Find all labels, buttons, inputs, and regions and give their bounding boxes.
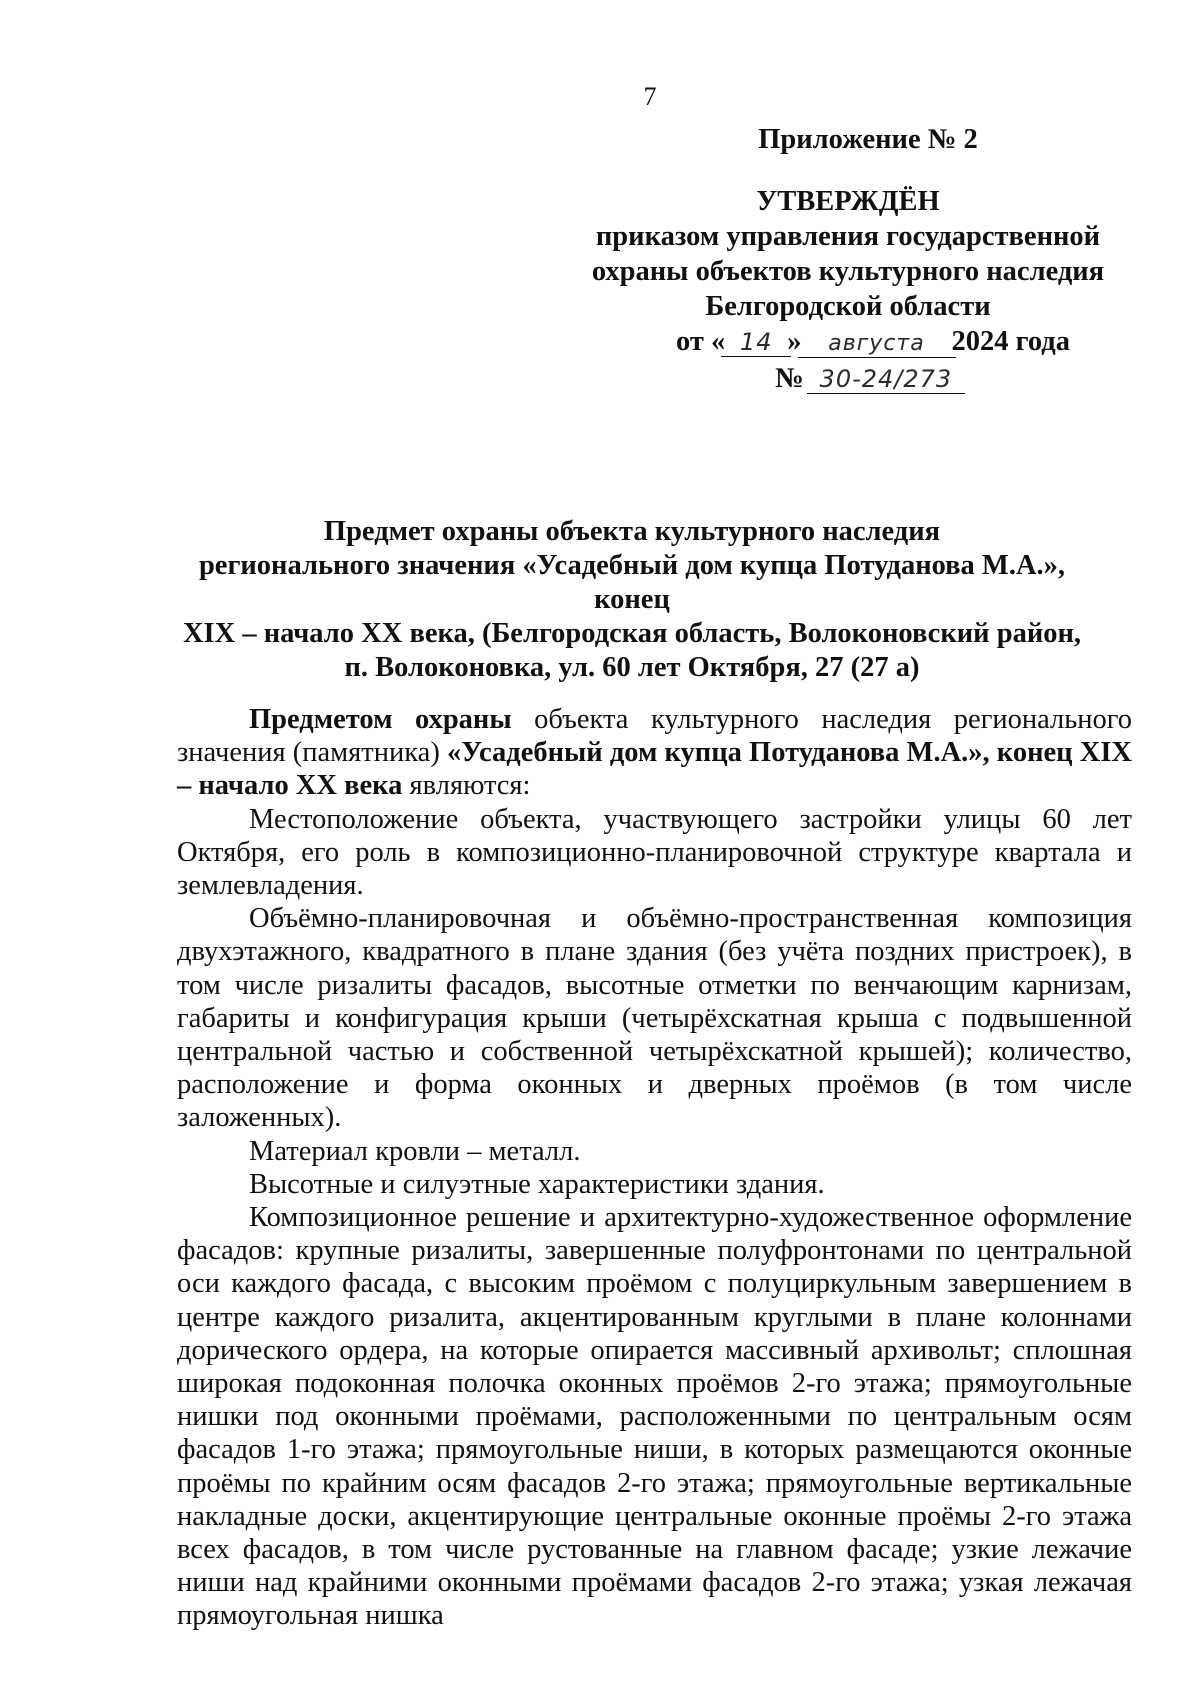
paragraph-composition: Объёмно-планировочная и объёмно-пространственная композиция двухэтажного, квадратного в плане здания (без учёта поздних пристроек), в том числе ризалиты фасадов, высотные отметки по венчающим карнизам, габариты и конфигурация крыши (четырёхскатная крыша с подвышенной центральной частью и собственной четырёхскатной крышей); количество, расположение и форма оконных и дверных проёмов (в том числе заложенных). [177, 903, 1132, 1134]
order-line-3: Белгородской области [705, 291, 991, 322]
handwritten-day: 14 [725, 325, 787, 360]
title-line-2: регионального значения «Усадебный дом купца Потуданова М.А.», конец [198, 550, 1066, 615]
order-line-1: приказом управления государственной [595, 221, 1101, 252]
number-prefix: № [775, 363, 804, 394]
handwritten-number: 30-24/273 [811, 362, 961, 397]
document-body [177, 703, 1132, 1633]
intro-text-1: объекта культурного наследия регионального значения (памятника) [177, 704, 1132, 769]
paragraph-facades: Композиционное решение и архитектурно-художественное оформление фасадов: крупные ризалиты, завершенные полуфронтонами по центральной оси каждого фасада, с высоким проёмом с полуциркульным завершением в центре каждого ризалита, акцентированным круглыми в плане колоннами дорического ордера, на которые опирается массивный архивольт; сплошная широкая подоконная полочка оконных проёмов 2-го этажа; прямоугольные нишки под оконными проёмами, расположенными по центральным осям фасадов 1-го этажа; прямоугольные ниши, в которых размещаются оконные проёмы по крайним осям фасадов 2-го этажа; прямоугольные вертикальные накладные доски, акцентирующие центральные оконные проёмы 2-го этажа всех фасадов, в том числе рустованные на главном фасаде; узкие лежачие ниши над крайними оконными проёмами фасадов 2-го этажа; узкая лежачая прямоугольная нишка [177, 1202, 1132, 1632]
approved-stamp-text: УТВЕРЖДЁН [756, 186, 940, 217]
intro-text-2: являются: [402, 770, 531, 802]
paragraph-intro [177, 703, 1132, 803]
order-line-2: охраны объектов культурного наследия [591, 256, 1105, 287]
page-number: 7 [643, 82, 657, 111]
intro-bold-object: «Усадебный дом купца Потуданова М.А.», конец XIX – начало XX века [177, 737, 1132, 802]
title-line-1: Предмет охраны объекта культурного наследия [323, 516, 941, 547]
order-date-line [618, 324, 1128, 361]
document-title [178, 515, 1086, 685]
paragraph-height: Высотные и силуэтные характеристики здания. [249, 1168, 825, 1200]
date-prefix: от « [676, 326, 726, 357]
intro-bold-subject: Предметом охраны [249, 704, 512, 735]
approval-block [568, 122, 1128, 397]
handwritten-month: августа [802, 326, 952, 361]
paragraph-roof-material: Материал кровли – металл. [249, 1135, 581, 1167]
paragraph-location: Местоположение объекта, участвующего застройки улицы 60 лет Октября, его роль в композиционно-планировочной структуре квартала и землевладения. [177, 803, 1132, 902]
date-year: 2024 года [951, 326, 1070, 357]
title-line-3: XIX – начало XX века, (Белгородская область, Волоконовский район, [182, 618, 1082, 649]
title-line-4: п. Волоконовка, ул. 60 лет Октября, 27 (27 а) [344, 652, 920, 683]
order-number-line [608, 361, 1128, 397]
date-mid: » [787, 326, 802, 357]
appendix-label: Приложение № 2 [758, 124, 978, 155]
